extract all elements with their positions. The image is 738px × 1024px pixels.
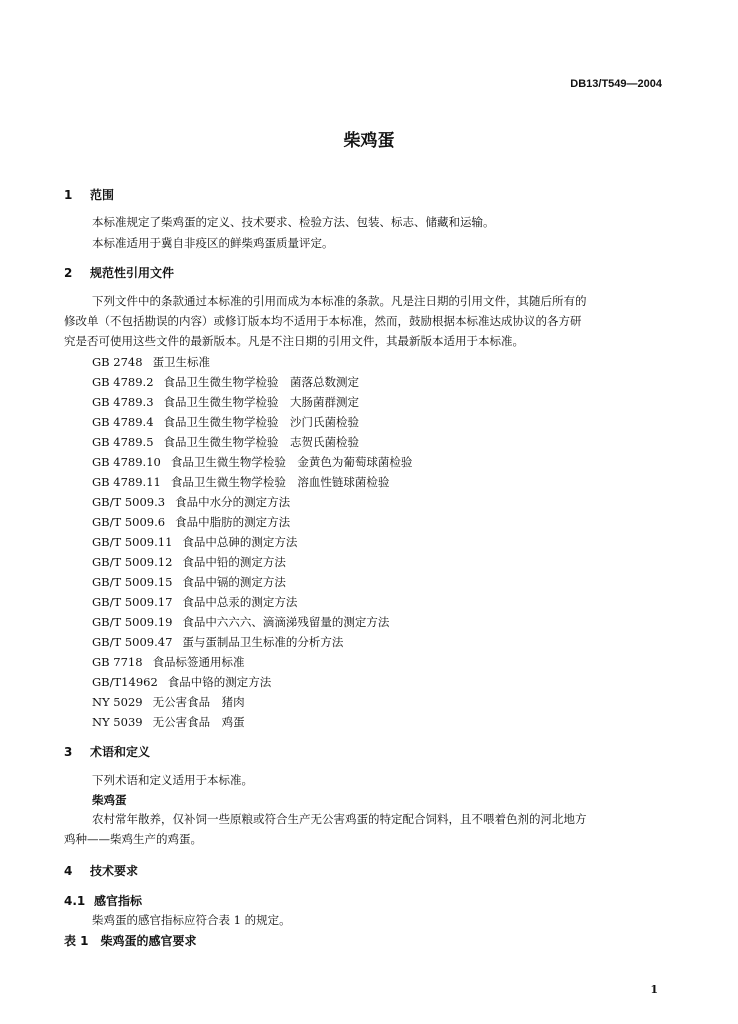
section-title: 术语和定义 [90,745,151,759]
reference-title: 食品卫生微生物学检验 志贺氏菌检验 [163,435,360,449]
reference-title: 无公害食品 鸡蛋 [152,715,245,729]
reference-code: GB/T 5009.12 [92,555,173,569]
reference-item [92,394,359,410]
paragraph: 本标准规定了柴鸡蛋的定义、技术要求、检验方法、包装、标志、储藏和运输。 [92,215,495,229]
reference-code: GB/T 5009.11 [92,535,173,549]
reference-title: 食品卫生微生物学检验 菌落总数测定 [163,375,360,389]
reference-code: GB 4789.10 [92,455,161,469]
reference-title: 食品中水分的测定方法 [175,495,291,509]
reference-title: 蛋与蛋制品卫生标准的分析方法 [182,635,344,649]
reference-title: 食品中总汞的测定方法 [182,595,298,609]
reference-title: 食品中脂肪的测定方法 [175,515,291,529]
reference-title: 食品中铬的测定方法 [167,675,272,689]
reference-item [92,614,389,630]
reference-item [92,654,245,670]
paragraph: 柴鸡蛋的感官指标应符合表 1 的规定。 [92,913,291,927]
reference-code: GB 2748 [92,355,143,369]
reference-item [92,434,359,450]
definition-line: 农村常年散养，仅补饲一些原粮或符合生产无公害鸡蛋的特定配合饲料，且不喂着色剂的河北地方 [92,812,587,826]
section-2-heading [64,264,174,281]
reference-item [92,634,343,650]
reference-title: 无公害食品 猪肉 [152,695,245,709]
reference-code: GB/T 5009.3 [92,495,166,509]
reference-item [92,374,359,390]
reference-code: GB 7718 [92,655,143,669]
reference-item [92,674,271,690]
reference-item [92,594,297,610]
reference-item [92,474,389,490]
reference-item [92,414,359,430]
page-number: 1 [650,983,658,996]
reference-title: 食品卫生微生物学检验 金黄色为葡萄球菌检验 [170,455,413,469]
reference-code: GB/T 5009.47 [92,635,173,649]
reference-title: 食品中镉的测定方法 [182,575,286,589]
reference-title: 食品卫生微生物学检验 溶血性链球菌检验 [170,475,390,489]
reference-title: 食品中六六六、滴滴涕残留量的测定方法 [182,615,390,629]
reference-code: GB/T 5009.6 [92,515,166,529]
reference-code: GB 4789.4 [92,415,154,429]
paragraph: 下列术语和定义适用于本标准。 [92,773,253,787]
section-number: 2 [64,266,73,280]
reference-item [92,554,286,570]
reference-code: GB 4789.3 [92,395,154,409]
reference-code: GB 4789.5 [92,435,154,449]
section-3-heading [64,743,150,760]
reference-title: 食品卫生微生物学检验 沙门氏菌检验 [163,415,360,429]
subsection-title: 感官指标 [94,894,143,908]
paragraph-line: 究是否可使用这些文件的最新版本。凡是不注日期的引用文件，其最新版本适用于本标准。 [64,334,524,348]
paragraph-line: 修改单（不包括勘误的内容）或修订版本均不适用于本标准，然而，鼓励根据本标准达成协议的各方研 [64,314,582,328]
reference-item [92,514,290,530]
page-title: 柴鸡蛋 [343,131,395,151]
reference-code: GB/T14962 [92,675,158,689]
section-title: 范围 [90,188,115,202]
reference-code: GB/T 5009.19 [92,615,173,629]
reference-title: 蛋卫生标准 [152,355,211,369]
paragraph-line: 下列文件中的条款通过本标准的引用而成为本标准的条款。凡是注日期的引用文件，其随后所有的 [92,294,587,308]
reference-title: 食品中铅的测定方法 [182,555,286,569]
section-number: 1 [64,188,73,202]
standard-code: DB13/T549—2004 [570,78,662,90]
subsection-4-1-heading [64,892,142,909]
reference-title: 食品卫生微生物学检验 大肠菌群测定 [163,395,360,409]
paragraph: 本标准适用于冀自非疫区的鲜柴鸡蛋质量评定。 [92,236,334,250]
reference-item [92,354,210,370]
section-4-heading [64,862,138,879]
reference-item [92,574,286,590]
reference-code: GB 4789.11 [92,475,161,489]
section-number: 3 [64,745,73,759]
section-1-heading [64,186,114,203]
subsection-number: 4.1 [64,894,86,908]
section-title: 规范性引用文件 [90,266,175,280]
reference-item [92,494,290,510]
reference-code: GB/T 5009.17 [92,595,173,609]
reference-item [92,694,245,710]
reference-code: NY 5039 [92,715,143,729]
reference-item [92,534,297,550]
term-name: 柴鸡蛋 [92,793,127,807]
reference-title: 食品中总砷的测定方法 [182,535,298,549]
definition-line: 鸡种——柴鸡生产的鸡蛋。 [64,832,202,846]
section-number: 4 [64,864,73,878]
section-title: 技术要求 [90,864,139,878]
reference-title: 食品标签通用标准 [152,655,245,669]
table-caption: 表 1 柴鸡蛋的感官要求 [64,934,197,948]
reference-code: GB/T 5009.15 [92,575,173,589]
reference-item [92,714,245,730]
reference-item [92,454,412,470]
reference-code: NY 5029 [92,695,143,709]
reference-code: GB 4789.2 [92,375,154,389]
